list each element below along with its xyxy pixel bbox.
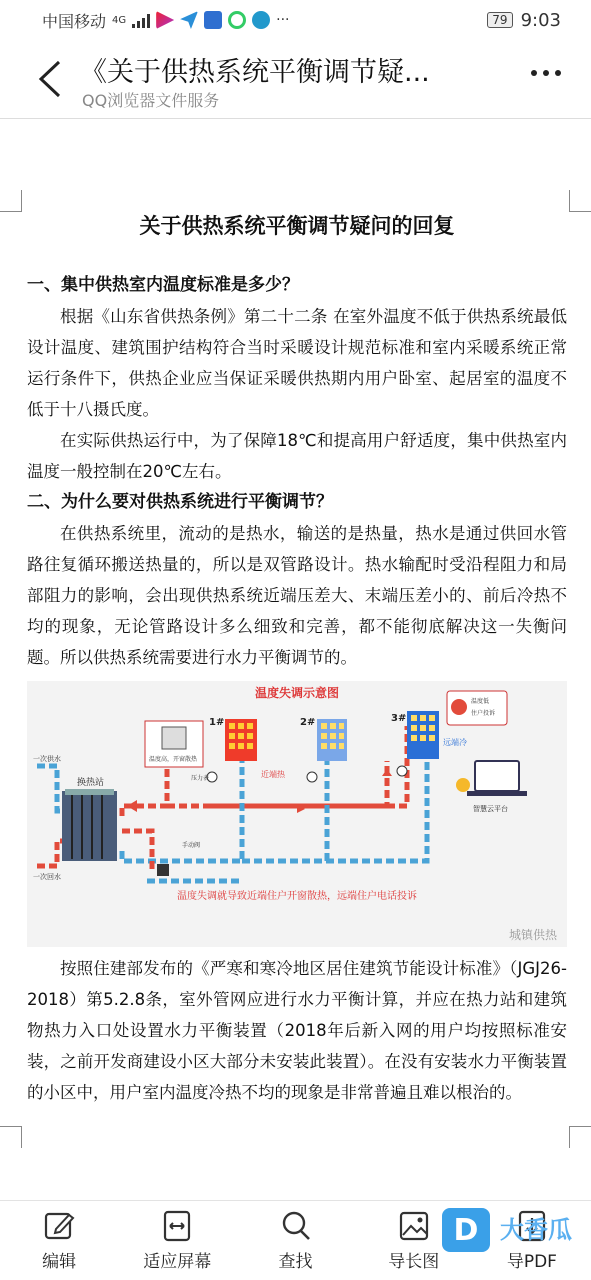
dot-icon [555, 70, 561, 76]
diagram-canvas [27, 681, 567, 947]
pressure-gauge-icon [397, 766, 407, 776]
diagram-title: 温度失调示意图 [254, 686, 340, 700]
page-subtitle: QQ浏览器文件服务 [82, 91, 220, 110]
signal-icon [132, 12, 150, 28]
building-3-label: 3# [391, 713, 407, 724]
bubble-1-text: 温度高，开窗散热 [149, 756, 198, 763]
section-heading-1: 一、集中供热室内温度标准是多少？ [27, 275, 299, 295]
edit-icon [42, 1209, 76, 1243]
paragraph: 按照住建部发布的《严寒和寒冷地区居住建筑节能设计标准》（JGJ26-2018）第5.2.8条，室外管网应进行水力平衡计算，并应在热力站和建筑物热力入口处设置水力平衡装置（2018年后新入网的用户均按照标准安装，之前开发商建设小区大部分未安装此装置）。在没有安装水力平衡装置的小区中，用户室内温度冷热不均的现象是非常普遍且难以根治的。 [27, 959, 567, 1102]
pressure-gauge-icon [307, 772, 317, 782]
app-bar [0, 42, 591, 118]
speech-bubble-phone [447, 691, 507, 725]
edit-label: 编辑 [42, 1252, 77, 1272]
dot-icon [531, 70, 537, 76]
document-title: 关于供热系统平衡调节疑问的回复 [139, 214, 455, 238]
paragraph: 在实际供热运行中，为了保障18℃和提高用户舒适度，集中供热室内温度一般控制在20℃左右。 [27, 431, 567, 481]
watermark-badge: D [442, 1208, 490, 1252]
fit-screen-label: 适应屏幕 [143, 1252, 212, 1272]
building-3 [407, 711, 439, 759]
find-button[interactable] [236, 1201, 354, 1280]
crop-mark [0, 190, 22, 212]
browser-app-icon [252, 11, 270, 29]
edit-button[interactable] [0, 1201, 118, 1280]
bubble-3-line-1: 温度低 [471, 698, 490, 705]
station-label: 换热站 [77, 778, 105, 788]
clock: 9:03 [520, 9, 561, 31]
find-label: 查找 [278, 1252, 313, 1272]
status-left [42, 9, 290, 32]
secondary-line [122, 831, 152, 871]
long-image-icon [397, 1209, 431, 1243]
fit-screen-button[interactable] [118, 1201, 236, 1280]
far-end-label: 远端冷 [443, 738, 467, 747]
building-2 [317, 719, 347, 761]
long-image-label: 导长图 [388, 1252, 440, 1272]
paragraph: 在供热系统里，流动的是热水，输送的是热量，热水是通过供回水管路往复循环搬送热量的，所以是双管路设计。热水输配时受沿程阻力和局部阻力的影响，会出现供热系统近端压差大、末端压差小的、前后冷热不均的现象，无论管路设计多么细致和完善，都不能彻底解决这一失衡问题。所以供热系统需要进行水力平衡调节的。 [27, 524, 567, 667]
carrier-label: 中国移动 [42, 11, 107, 31]
document-page[interactable] [27, 206, 567, 1108]
crop-mark [0, 1126, 22, 1148]
temperature-imbalance-diagram [27, 681, 567, 947]
diagram-watermark: 城镇供热 [508, 928, 557, 942]
app-bar-divider [0, 118, 591, 119]
building-2-label: 2# [300, 717, 316, 728]
primary-supply-label: 一次供水 [33, 755, 61, 763]
page-title: 《关于供热系统平衡调节疑... [80, 57, 430, 88]
network-type: 4G [112, 14, 127, 26]
near-end-label: 近端热 [261, 770, 285, 779]
building-1 [225, 719, 257, 761]
camera-app-icon [228, 11, 246, 29]
paper-plane-icon [180, 11, 198, 29]
laptop-icon [456, 761, 527, 796]
paragraph: 根据《山东省供热条例》第二十二条 在室外温度不低于供热系统最低设计温度、建筑围护结构符合当时采暖设计规范标准和室内采暖系统正常运行条件下，供热企业应当保证采暖供热期内用户卧室、起居室的温度不低于十八摄氏度。 [27, 307, 567, 419]
back-button[interactable] [30, 54, 70, 104]
manual-valve-icon [157, 864, 169, 876]
building-1-label: 1# [209, 717, 225, 728]
manual-valve-label: 手动阀 [182, 842, 201, 849]
primary-return-label: 一次回水 [33, 873, 61, 881]
section-heading-2: 二、为什么要对供热系统进行平衡调节？ [27, 492, 333, 512]
search-icon [279, 1209, 313, 1243]
heat-exchanger [62, 789, 117, 861]
status-bar [0, 0, 591, 40]
crop-mark [569, 1126, 591, 1148]
fit-screen-icon [160, 1209, 194, 1243]
diagram-caption: 温度失调就导致近端住户开窗散热，远端住户电话投诉 [177, 891, 417, 902]
platform-label: 智慧云平台 [473, 805, 508, 813]
status-right [487, 10, 561, 31]
tv-app-icon [204, 11, 222, 29]
dot-icon [543, 70, 549, 76]
more-notifications-icon: ··· [276, 12, 290, 28]
pdf-label: 导PDF [506, 1252, 557, 1272]
chevron-left-icon [37, 59, 63, 99]
video-app-icon [156, 11, 174, 29]
battery-icon: 79 [487, 12, 512, 28]
bubble-3-line-2: 住户投诉 [471, 710, 496, 717]
speech-bubble-window [145, 721, 203, 767]
watermark-text: 大香瓜 [500, 1216, 572, 1244]
more-menu-button[interactable] [531, 70, 561, 76]
pressure-gauge-label: 压力表 [191, 775, 210, 782]
crop-mark [569, 190, 591, 212]
